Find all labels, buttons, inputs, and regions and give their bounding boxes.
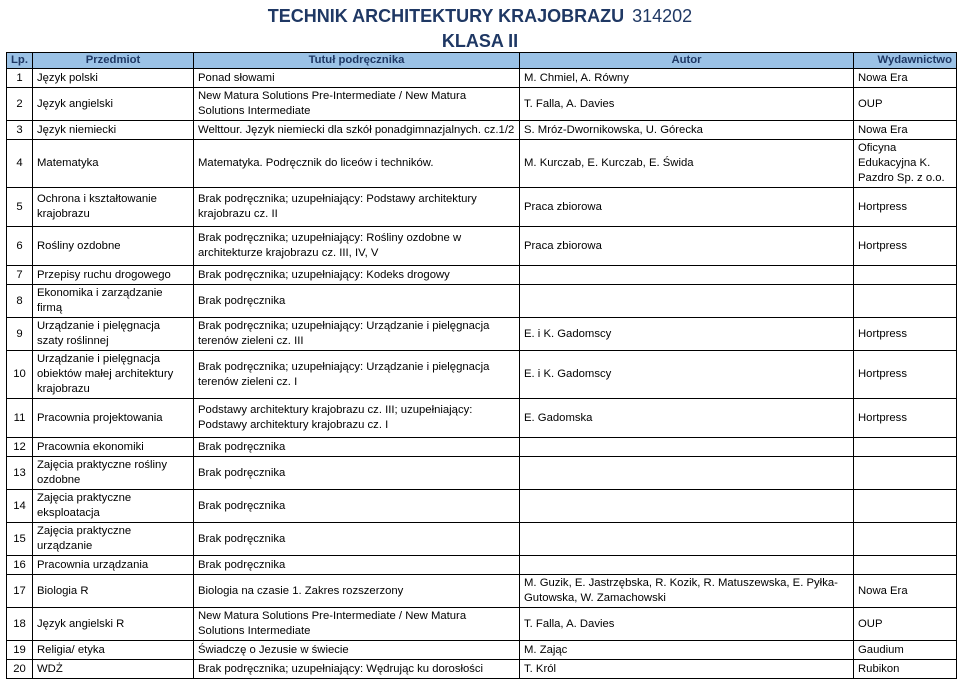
cell-lp: 6 <box>7 227 33 266</box>
cell-lp: 4 <box>7 140 33 188</box>
cell-subject: Język niemiecki <box>33 121 194 140</box>
cell-lp: 20 <box>7 660 33 679</box>
cell-author: E. i K. Gadomscy <box>520 351 854 399</box>
cell-lp: 3 <box>7 121 33 140</box>
header-textbook: Tutuł podręcznika <box>194 53 520 69</box>
table-row <box>7 351 957 399</box>
cell-author: M. Zając <box>520 641 854 660</box>
cell-textbook: Matematyka. Podręcznik do liceów i techników. <box>194 140 520 188</box>
cell-subject: Ekonomika i zarządzanie firmą <box>33 285 194 318</box>
table-row <box>7 575 957 608</box>
cell-textbook: Brak podręcznika; uzupełniający: Kodeks drogowy <box>194 266 520 285</box>
profession-code: 314202 <box>632 6 693 26</box>
cell-subject: Zajęcia praktyczne eksploatacja <box>33 490 194 523</box>
cell-subject: Język polski <box>33 69 194 88</box>
cell-lp: 19 <box>7 641 33 660</box>
cell-subject: WDŻ <box>33 660 194 679</box>
cell-publisher: Hortpress <box>854 318 957 351</box>
cell-publisher <box>854 457 957 490</box>
cell-publisher: Oficyna Edukacyjna K. Pazdro Sp. z o.o. <box>854 140 957 188</box>
table-row <box>7 490 957 523</box>
cell-subject: Religia/ etyka <box>33 641 194 660</box>
cell-author: M. Chmiel, A. Równy <box>520 69 854 88</box>
cell-publisher: Rubikon <box>854 660 957 679</box>
cell-subject: Zajęcia praktyczne urządzanie <box>33 523 194 556</box>
cell-lp: 10 <box>7 351 33 399</box>
table-row <box>7 227 957 266</box>
cell-lp: 2 <box>7 88 33 121</box>
cell-subject: Język angielski <box>33 88 194 121</box>
cell-lp: 15 <box>7 523 33 556</box>
cell-publisher: Nowa Era <box>854 69 957 88</box>
table-row <box>7 438 957 457</box>
cell-author: Praca zbiorowa <box>520 188 854 227</box>
cell-subject: Urządzanie i pielęgnacja szaty roślinnej <box>33 318 194 351</box>
cell-lp: 17 <box>7 575 33 608</box>
cell-publisher: OUP <box>854 608 957 641</box>
table-row <box>7 69 957 88</box>
cell-author <box>520 285 854 318</box>
cell-publisher: Hortpress <box>854 227 957 266</box>
cell-textbook: Brak podręcznika <box>194 556 520 575</box>
table-row <box>7 556 957 575</box>
cell-author <box>520 556 854 575</box>
cell-textbook: Brak podręcznika; uzupełniający: Wędrując ku dorosłości <box>194 660 520 679</box>
cell-publisher: Hortpress <box>854 399 957 438</box>
cell-textbook: Brak podręcznika <box>194 457 520 490</box>
cell-textbook: Welttour. Język niemiecki dla szkół ponadgimnazjalnych. cz.1/2 <box>194 121 520 140</box>
cell-textbook: Brak podręcznika; uzupełniający: Podstawy architektury krajobrazu cz. II <box>194 188 520 227</box>
table-row <box>7 660 957 679</box>
header-author: Autor <box>520 53 854 69</box>
cell-publisher <box>854 438 957 457</box>
cell-textbook: Brak podręcznika; uzupełniający: Rośliny ozdobne w architekturze krajobrazu cz. III, IV, V <box>194 227 520 266</box>
cell-author <box>520 523 854 556</box>
header-publisher: Wydawnictwo <box>854 53 957 69</box>
table-row <box>7 285 957 318</box>
cell-publisher: Gaudium <box>854 641 957 660</box>
cell-textbook: Świadczę o Jezusie w świecie <box>194 641 520 660</box>
cell-subject: Pracownia ekonomiki <box>33 438 194 457</box>
table-row <box>7 523 957 556</box>
cell-author: T. Falla, A. Davies <box>520 608 854 641</box>
cell-author <box>520 266 854 285</box>
cell-publisher: Hortpress <box>854 351 957 399</box>
table-row <box>7 641 957 660</box>
cell-subject: Zajęcia praktyczne rośliny ozdobne <box>33 457 194 490</box>
cell-textbook: Brak podręcznika <box>194 523 520 556</box>
cell-subject: Pracownia projektowania <box>33 399 194 438</box>
cell-publisher <box>854 285 957 318</box>
cell-author: E. Gadomska <box>520 399 854 438</box>
cell-lp: 11 <box>7 399 33 438</box>
cell-textbook: Podstawy architektury krajobrazu cz. III; uzupełniający: Podstawy architektury krajobrazu cz. I <box>194 399 520 438</box>
cell-author: Praca zbiorowa <box>520 227 854 266</box>
cell-textbook: New Matura Solutions Pre-Intermediate / New Matura Solutions Intermediate <box>194 608 520 641</box>
cell-lp: 5 <box>7 188 33 227</box>
cell-textbook: Biologia na czasie 1. Zakres rozszerzony <box>194 575 520 608</box>
cell-subject: Język angielski R <box>33 608 194 641</box>
cell-textbook: Ponad słowami <box>194 69 520 88</box>
cell-author: M. Guzik, E. Jastrzębska, R. Kozik, R. Matuszewska, E. Pyłka-Gutowska, W. Zamachowski <box>520 575 854 608</box>
cell-publisher: Nowa Era <box>854 121 957 140</box>
table-header-row <box>7 53 957 69</box>
class-subtitle: KLASA II <box>441 31 519 51</box>
cell-lp: 12 <box>7 438 33 457</box>
cell-author <box>520 490 854 523</box>
cell-publisher: Nowa Era <box>854 575 957 608</box>
textbook-table <box>6 52 957 679</box>
table-row <box>7 266 957 285</box>
cell-lp: 18 <box>7 608 33 641</box>
cell-subject: Ochrona i kształtowanie krajobrazu <box>33 188 194 227</box>
cell-author: E. i K. Gadomscy <box>520 318 854 351</box>
cell-publisher <box>854 556 957 575</box>
cell-publisher <box>854 523 957 556</box>
cell-lp: 16 <box>7 556 33 575</box>
cell-author <box>520 438 854 457</box>
cell-subject: Pracownia urządzania <box>33 556 194 575</box>
cell-author: M. Kurczab, E. Kurczab, E. Świda <box>520 140 854 188</box>
cell-lp: 7 <box>7 266 33 285</box>
cell-subject: Rośliny ozdobne <box>33 227 194 266</box>
cell-publisher: OUP <box>854 88 957 121</box>
cell-lp: 8 <box>7 285 33 318</box>
cell-textbook: Brak podręcznika; uzupełniający: Urządzanie i pielęgnacja terenów zieleni cz. I <box>194 351 520 399</box>
header-lp: Lp. <box>7 53 33 69</box>
cell-textbook: Brak podręcznika <box>194 285 520 318</box>
table-body <box>7 69 957 679</box>
table-row <box>7 608 957 641</box>
cell-author: S. Mróz-Dwornikowska, U. Górecka <box>520 121 854 140</box>
document-title <box>0 5 960 27</box>
cell-lp: 14 <box>7 490 33 523</box>
title-text: TECHNIK ARCHITEKTURY KRAJOBRAZU <box>267 6 625 26</box>
header-subject: Przedmiot <box>33 53 194 69</box>
cell-lp: 13 <box>7 457 33 490</box>
cell-lp: 9 <box>7 318 33 351</box>
cell-publisher <box>854 490 957 523</box>
table-row <box>7 188 957 227</box>
cell-author <box>520 457 854 490</box>
cell-textbook: Brak podręcznika; uzupełniający: Urządzanie i pielęgnacja terenów zieleni cz. III <box>194 318 520 351</box>
cell-subject: Biologia R <box>33 575 194 608</box>
cell-subject: Matematyka <box>33 140 194 188</box>
table-row <box>7 399 957 438</box>
table-row <box>7 318 957 351</box>
cell-publisher <box>854 266 957 285</box>
cell-textbook: Brak podręcznika <box>194 438 520 457</box>
table-row <box>7 140 957 188</box>
table-row <box>7 88 957 121</box>
table-row <box>7 457 957 490</box>
cell-lp: 1 <box>7 69 33 88</box>
cell-subject: Przepisy ruchu drogowego <box>33 266 194 285</box>
cell-textbook: New Matura Solutions Pre-Intermediate / New Matura Solutions Intermediate <box>194 88 520 121</box>
cell-textbook: Brak podręcznika <box>194 490 520 523</box>
cell-author: T. Falla, A. Davies <box>520 88 854 121</box>
cell-subject: Urządzanie i pielęgnacja obiektów małej architektury krajobrazu <box>33 351 194 399</box>
table-row <box>7 121 957 140</box>
cell-author: T. Król <box>520 660 854 679</box>
cell-publisher: Hortpress <box>854 188 957 227</box>
